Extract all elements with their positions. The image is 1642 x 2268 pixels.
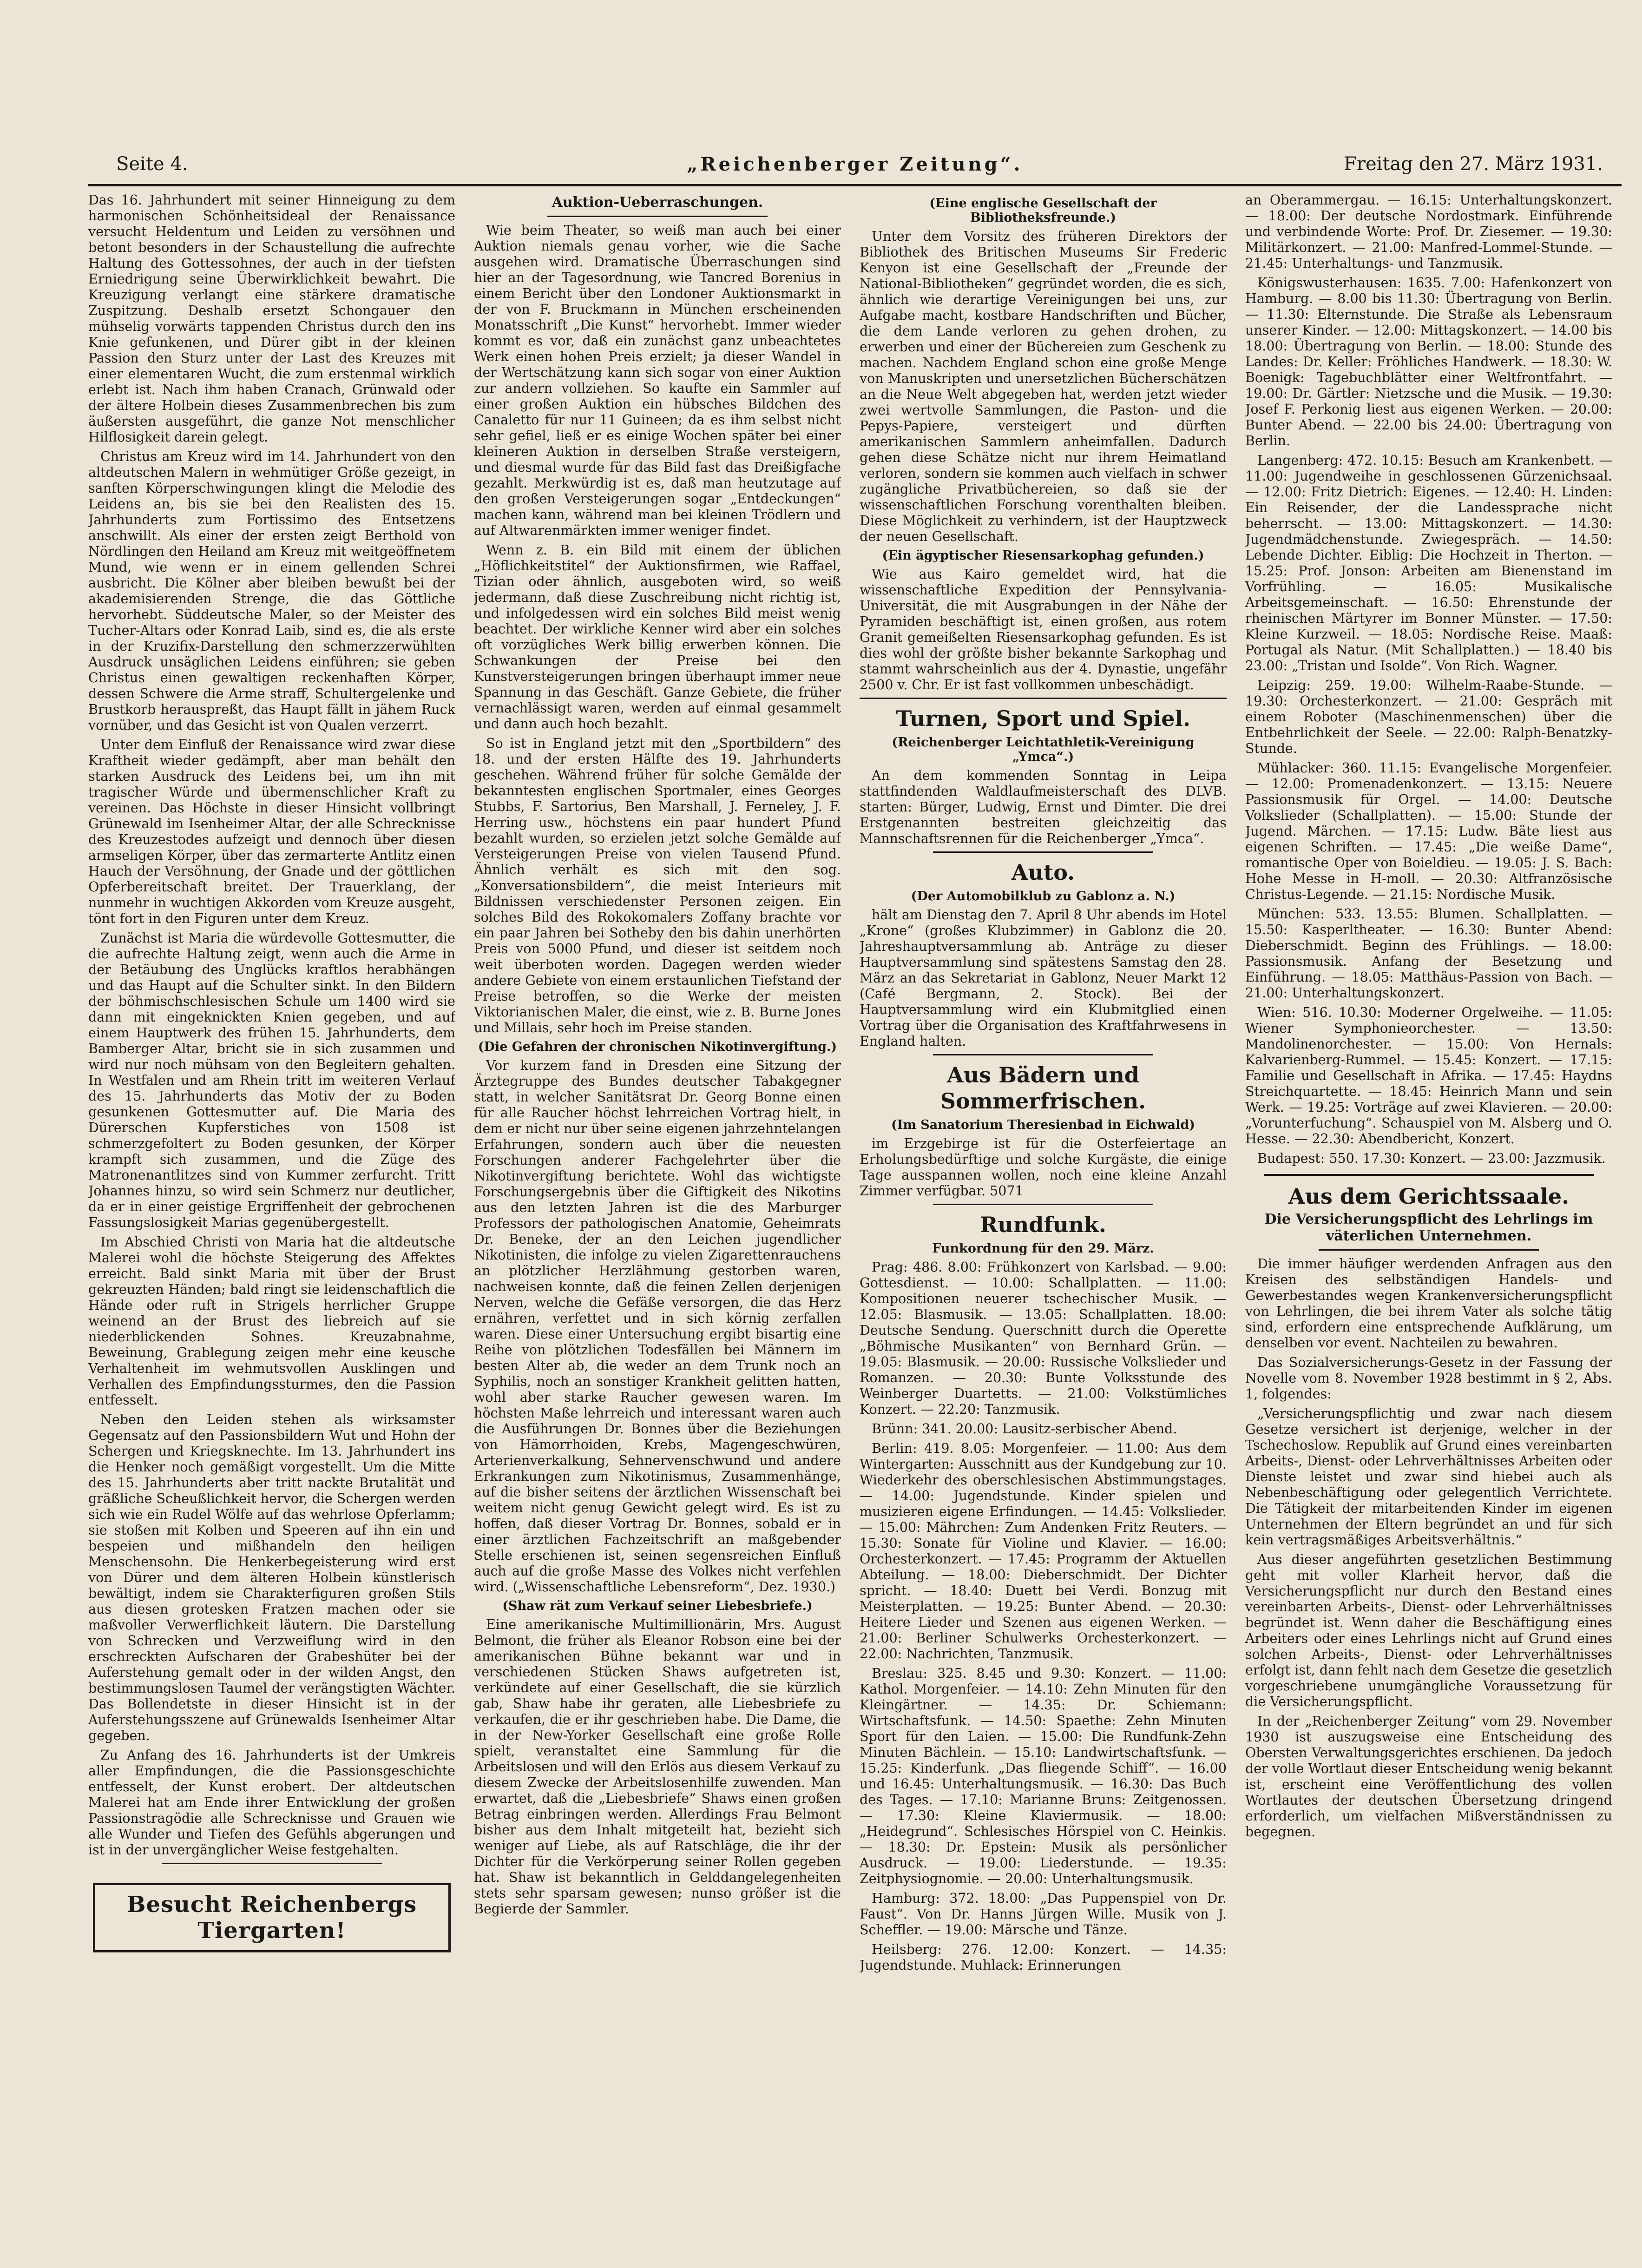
header-rule <box>88 184 1622 186</box>
radio-listing: Heilsberg: 276. 12.00: Konzert. — 14.35: Jugendstunde. Muhlack: Erinnerungen <box>860 1942 1227 1973</box>
column-1 <box>88 192 455 2235</box>
article-paragraph: hält am Dienstag den 7. April 8 Uhr abends im Hotel „Krone“ (großes Klubzimmer) in Gablonz die 20. Jahreshauptversammlung ab. Anträge zu dieser Hauptversammlung sind spätestens Samstag den 28. März an das Sekretariat in Gablonz, Neuer Markt 12 (Café Bergmann, 2. Stock). Bei der Hauptversammlung wird ein Klubmitglied einen Vortrag über die Organisation des Kraftfahrwesens in England halten. <box>860 907 1227 1049</box>
masthead-title: „Reichenberger Zeitung“. <box>687 153 1023 175</box>
article-paragraph: Neben den Leiden stehen als wirksamster Gegensatz auf den Passionsbildern Wut und Hohn der Schergen und Kriegsknechte. Im 13. Jahrhundert ins die Henker noch gemäßigt vorgestellt. Um die Mitte des 15. Jahrhunderts aber tritt nackte Brutalität und gräßliche Scheußlichkeit hervor, die Schergen werden sich wie ein Rudel Wölfe auf das wehrlose Opferlamm; sie stoßen mit Kolben und Speeren auf ihn ein und bespeien und mißhandeln den heiligen Menschensohn. Die Henkerbegeisterung wird erst von Dürer und dem älteren Holbein künstlerisch bewältigt, indem sie Charakterfiguren großen Stils aus diesen grotesken Fratzen machen oder sie maßvoller Verwerflichkeit läutern. Die Darstellung von Schrecken und Verzweiflung wird in den erschreckten Aufscharen der Grabeshüter bei der Auferstehung gemalt oder in der wilden Angst, den bestimmungslosen Taumel der verängstigten Wächter. Das Bollendetste in dieser Hinsicht ist in der Auferstehungsszene auf Grünewalds Isenheimer Altar gegeben. <box>88 1412 455 1743</box>
rundfunk-subtitle: Funkordnung für den 29. März. <box>932 1241 1154 1256</box>
column-4 <box>1245 192 1612 2235</box>
article-paragraph: Im Abschied Christi von Maria hat die altdeutsche Malerei wohl die höchste Steigerung des Affektes erreicht. Bald sinkt Maria mit über der Brust gekreuzten Händen; bald ringt sie leidenschaftlich die Hände oder ruft in Strigels herrlicher Gruppe weinend an der Brust des liebreich auf sie niederblickenden Sohnes. Kreuzabnahme, Beweinung, Grablegung zeigen mehr eine keusche Verhaltenheit im wehmutsvollen Ausklingen und Verhallen des Empfindungssturmes, den die Passion entfesselt. <box>88 1234 455 1408</box>
radio-listing: Leipzig: 259. 19.00: Wilhelm-Raabe-Stunde. — 19.30: Orchesterkonzert. — 21.00: Gespräch mit einem Roboter (Maschinenmenschen) über die Entbehrlichkeit der Seele. — 22.00: Ralph-Benatzky-Stunde. <box>1245 678 1612 756</box>
section-rule <box>1264 1174 1594 1176</box>
column-2 <box>474 192 841 2235</box>
section-title-rundfunk: Rundfunk. <box>980 1212 1106 1237</box>
section-title-auto: Auto. <box>1011 860 1075 885</box>
article-paragraph: Wenn z. B. ein Bild mit einem der üblichen „Höflichkeitstitel“ der Auktionsfirmen, wie Raffael, Tizian oder ähnlich, ausgeboten wird, so weiß jedermann, daß diese Zuschreibung nicht richtig ist, und infolgedessen wird ein solches Bild meist wenig beachtet. Der wirkliche Kenner wird aber ein solches oft vorzügliches Werk billig erwerben können. Die Schwankungen der Preise bei den Kunstversteigerungen bringen überhaupt immer neue Spannung in das Geschäft. Ganze Gebiete, die früher vernachlässigt waren, werden auf einmal gesammelt und dann auch hoch bezahlt. <box>474 542 841 732</box>
newspaper-page <box>88 153 1622 2235</box>
zoo-advertisement: Besucht Reichenbergs Tiergarten! <box>93 1883 451 1952</box>
article-paragraph: Wie beim Theater, so weiß man auch bei einer Auktion niemals genau vorher, wie die Sache ausgehen wird. Dramatische Überraschungen sind hier an der Tagesordnung, wie Tancred Borenius in einem Bericht über den Londoner Auktionsmarkt in der von F. Bruckmann in München erscheinenden Monatsschrift „Die Kunst“ hervorhebt. Immer wieder kommt es vor, daß ein zunächst ganz unbeachtetes Werk einen hohen Preis erzielt; ja dieser Wandel in der Wertschätzung kann sich sogar von einer Auktion zur andern vollziehen. So kaufte ein Sammler auf einer großen Auktion ein hübsches Bildchen des Canaletto für nur 11 Guineen; da es ihm selbst nicht sehr gefiel, ließ er es einige Wochen später bei einer kleineren Auktion in derselben Straße versteigern, und diesmal wurde für das Bild fast das Dreißigfache gezahlt. Merkwürdig ist es, daß man heutzutage auf den großen Versteigerungen sogar „Entdeckungen“ machen kann, während man bei kleinen Trödlern und auf Altwarenmärkten immer weniger findet. <box>474 223 841 538</box>
notice-kicker-ymca: (Reichenberger Leichtathletik-Vereinigung „Ymca“.) <box>892 735 1195 764</box>
radio-listing: Königswusterhausen: 1635. 7.00: Hafenkonzert von Hamburg. — 8.00 bis 11.30: Übertragung von Berlin. — 11.30: Elternstunde. Die Straße als Lebensraum unserer Kinder. — 12.00: Mittagskonzert. — 14.00 bis 18.00: Übertragung von Berlin. — 18.00: Stunde des Landes: Dr. Keller: Fröhliches Handwerk. — 18.30: W. Boenigk: Tagebuchblätter einer Weltfrontfahrt. — 19.00: Dr. Gärtler: Nietzsche und die Musik. — 19.30: Josef F. Perkonig liest aus eigenen Werken. — 20.00: Bunter Abend. — 22.00 bis 24.00: Übertragung von Berlin. <box>1245 275 1612 448</box>
section-rule <box>933 851 1153 853</box>
section-rule <box>933 1054 1153 1055</box>
article-paragraph: Zu Anfang des 16. Jahrhunderts ist der Umkreis aller Empfindungen, die die Passionsgeschichte entfesselt, der Kunst erobert. Der altdeutschen Malerei hat am Ende ihrer Entwicklung der großen Passionstragödie alle Schrecknisse und Grauen wie alle Wunder und Tiefen des Gefühls abgerungen und ist in der unvergänglicher Weise festgehalten. <box>88 1747 455 1858</box>
radio-listing: Mühlacker: 360. 11.15: Evangelische Morgenfeier. — 12.00: Promenadenkonzert. — 13.15: Neuere Passionsmusik für Orgel. — 14.00: Deutsche Volkslieder (Schallplatten). — 15.00: Stunde der Jugend. Märchen. — 17.15: Ludw. Bäte liest aus eigenen Schriften. — 17.45: „Die weiße Dame“, romantische Oper von Boieldieu. — 19.05: J. S. Bach: Hohe Messe in H-moll. — 20.30: Altfranzösische Christus-Legende. — 21.15: Nordische Musik. <box>1245 760 1612 902</box>
section-rule <box>933 1204 1153 1205</box>
article-paragraph: Unter dem Vorsitz des früheren Direktors der Bibliothek des Britischen Museums Sir Frederic Kenyon ist eine Gesellschaft der „Freunde der National-Bibliotheken“ gegründet worden, die es sich, ähnlich wie derartige Vereinigungen bei uns, zur Aufgabe macht, kostbare Handschriften und Bücher, die dem Lande verloren zu gehen drohen, zu erwerben und einer der Büchereien zum Geschenk zu machen. Nachdem England schon eine große Menge von Manuskripten und unersetzlichen Bücherschätzen an die Neue Welt abgegeben hat, werden jetzt wieder zwei wertvolle Sammlungen, die Paston- und die Pepys-Papiere, versteigert und dürften amerikanischen Sammlern anheimfallen. Dadurch gehen diese Schätze nicht nur ihrem Heimatland verloren, sondern sie kommen auch vielfach in schwer zugängliche Privatbüchereien, so daß sie der wissenschaftlichen Forschung vorenthalten bleiben. Diese Möglichkeit zu verhindern, ist der Hauptzweck der neuen Gesellschaft. <box>860 229 1227 544</box>
section-title-sport: Turnen, Sport und Spiel. <box>895 706 1191 731</box>
article-paragraph: im Erzgebirge ist für die Osterfeiertage an Erholungsbedürftige und solche Kurgäste, die einige Tage ausspannen wollen, noch eine kleine Anzahl Zimmer verfügbar. 5071 <box>860 1136 1227 1199</box>
radio-listing: Brünn: 341. 20.00: Lausitz-serbischer Abend. <box>872 1421 1177 1437</box>
article-end-rule <box>162 1863 382 1864</box>
column-3 <box>860 192 1227 2235</box>
running-head <box>88 153 1622 186</box>
radio-listing: Berlin: 419. 8.05: Morgenfeier. — 11.00: Aus dem Wintergarten: Ausschnitt aus der Kundgebung zur 10. Wiederkehr des oberschlesischen Abstimmungstages. — 14.00: Jugendstunde. Kinder spielen und musizieren eigene Erfindungen. — 14.45: Volkslieder. — 15.00: Mährchen: Zum Andenken Fritz Reuters. — 15.30: Sonate für Violine und Klavier. — 16.00: Orchesterkonzert. — 17.45: Programm der Aktuellen Abteilung. — 18.00: Dieberschmidt. Der Dichter spricht. — 18.40: Duett bei Verdi. Bonzug mit Meisterplatten. — 19.25: Bunter Abend. — 20.30: Heitere Lieder und Szenen aus eigenen Werken. — 21.00: Berliner Schulwerks Orchesterkonzert. — 22.00: Nachrichten, Tanzmusik. <box>860 1441 1227 1661</box>
article-paragraph: Zunächst ist Maria die würdevolle Gottesmutter, die die aufrechte Haltung zeigt, wenn auch die Arme in der Betäubung des Unglücks kraftlos herabhängen und das Haupt auf die Schulter sinkt. In den Bildern der böhmischschlesischen Schule um 1400 wird sie dann mit eingeknickten Knien gegeben, und auf einem Hauptwerk des frühen 15. Jahrhunderts, dem Bamberger Altar, bricht sie in sich zusammen und wird nur noch mühsam von den Begleitern gehalten. In Westfalen und am Rhein tritt im weiteren Verlauf des 15. Jahrhunderts das Motiv der zu Boden gesunkenen Gottesmutter auf. Die Maria des Dürerschen Kupferstiches von 1508 ist schmerzgefoltert zu Boden gesunken, der Körper krampft sich zusammen, und die Züge des Matronenantlitzes sind von Kummer zerfurcht. Tritt Johannes hinzu, so wird sein Schmerz nur deutlicher, da er in einer geistige Ergriffenheit der gebrochenen Fassungslosigkeit Marias gegenübergestellt. <box>88 930 455 1230</box>
article-paragraph: Vor kurzem fand in Dresden eine Sitzung der Ärztegruppe des Bundes deutscher Tabakgegner statt, in welcher Sanitätsrat Dr. Georg Bonne einen für alle Raucher höchst lehrreichen Vortrag hielt, in dem er nicht nur über seine eigenen jahrzehntelangen Erfahrungen, sondern auch über die neuesten Forschungen anderer Fachgelehrter über die Nikotinvergiftung berichtete. Wohl das wichtigste Forschungsergebnis über die Giftigkeit des Nikotins aus den letzten Jahren ist die des Marburger Professors der pathologischen Anatomie, Geheimrats Dr. Beneke, der an den Leichen jugendlicher Nikotinisten, die infolge zu vielen Zigarettenrauchens an plötzlicher Herzlähmung gestorben waren, nachweisen konnte, daß die feinen Zellen derjenigen Nerven, welche die Gefäße versorgen, die das Herz ernähren, verfettet und in sich körnig zerfallen waren. Diese einer Untersuchung ergibt bisartig eine Reihe von plötzlichen Todesfällen bei Männern im besten Alter ab, die weder an dem Trunk noch an Syphilis, noch an sonstiger Krankheit gelitten hatten, wohl aber starke Raucher gewesen waren. Im höchsten Maße lehrreich und interessant waren auch die Ausführungen Dr. Bonnes über die Beziehungen von Hämorrhoiden, Krebs, Magengeschwüren, Arterienverkalkung, Sehnervenschwund und andere Erkrankungen zum Nikotinismus, Zusammenhänge, auf die bisher seitens der ärztlichen Wissenschaft bei weitem nicht genug Gewicht gelegt wird. Es ist zu hoffen, daß dieser Vortrag Dr. Bonnes, sobald er in einer ärztlichen Fachzeitschrift an maßgebender Stelle erschienen ist, seinen segensreichen Einfluß auch auf die große Masse des Volkes nicht verfehlen wird. („Wissenschaftliche Lebensreform“, Dez. 1930.) <box>474 1058 841 1595</box>
radio-listing: Breslau: 325. 8.45 und 9.30: Konzert. — 11.00: Kathol. Morgenfeier. — 14.10: Zehn Minuten für den Kleingärtner. — 14.35: Dr. Schiemann: Wirtschaftsfunk. — 14.50: Spaethe: Zehn Minuten Sport für den Laien. — 15.00: Die Rundfunk-Zehn Minuten Bächlein. — 15.10: Landwirtschaftsfunk. — 15.25: Kinderfunk. „Das fliegende Schiff“. — 16.00 und 16.45: Unterhaltungsmusik. — 16.30: Das Buch des Tages. — 17.10: Marianne Bruns: Zeitgenossen. — 17.30: Kleine Klaviermusik. — 18.00: „Heidegrund“. Schlesisches Hörspiel von C. Heinkis. — 18.30: Dr. Epstein: Musik als persönlicher Ausdruck. — 19.00: Liederstunde. — 19.35: Zeitphysiognomie. — 20.00: Unterhaltungsmusik. <box>860 1666 1227 1886</box>
article-paragraph: Wie aus Kairo gemeldet wird, hat die wissenschaftliche Expedition der Pennsylvania-Universität, die mit Ausgrabungen in der Nähe der Pyramiden beschäftigt ist, einen großen, aus rotem Granit gemeißelten Riesensarkophag gefunden. Es ist dies wohl der größte bisher bekannte Sarkophag und stammt wahrscheinlich aus der 4. Dynastie, ungefähr 2500 v. Chr. Er ist fast vollkommen unbeschädigt. <box>860 567 1227 692</box>
article-paragraph: Aus dieser angeführten gesetzlichen Bestimmung geht mit voller Klarheit hervor, daß die Versicherungspflicht nur durch den Bestand eines vereinbarten Arbeits-, Dienst- oder Lehrverhältnisses begründet ist. Wenn daher die Beschäftigung eines Arbeiters oder eines Lehrlings nicht auf Grund eines solchen Arbeits-, Dienst- oder Lehrverhältnisses erfolgt ist, dann fehlt nach dem Gesetze die gesetzlich vorgeschriebene unumgängliche Voraussetzung für die Versicherungspflicht. <box>1245 1552 1612 1709</box>
title-rule <box>1319 1249 1539 1251</box>
article-paragraph: Das 16. Jahrhundert mit seiner Hinneigung zu dem harmonischen Schönheitsideal der Renaissance versucht Heldentum und Leiden zu versöhnen und betont besonders in der Schaustellung die aufrechte Haltung des Gottessohnes, der auch in der tiefsten Erniedrigung seine Überwirklichkeit bewahrt. Die Kreuzigung verlangt eine stärkere dramatische Zuspitzung. Deshalb ersetzt Schongauer den mühselig vorwärts tappenden Christus durch den ins Knie gefunkenen, und Dürer gibt in der kleinen Passion den Sturz unter der Last des Kreuzes mit einer elementaren Wucht, die zum erstenmal wirklich erlebt ist. Nach ihm haben Cranach, Grünwald oder der ältere Holbein dieses Zusammenbrechen bis zum äußersten ausgeführt, die ganze Not menschlicher Hilflosigkeit darein gelegt. <box>88 192 455 445</box>
title-rule <box>547 216 768 217</box>
article-paragraph: Die immer häufiger werdenden Anfragen aus den Kreisen des selbständigen Handels- und Gewerbestandes wegen Krankenversicherungspflicht von Lehrlingen, die bei ihrem Vater als solche tätig sind, erfordern eine entsprechende Aufklärung, um denselben vor event. Nachteilen zu bewahren. <box>1245 1256 1612 1351</box>
article-paragraph: Unter dem Einfluß der Renaissance wird zwar diese Kraftheit wieder gedämpft, aber man behält den starken Ausdruck des Leidens bei, um ihn mit tragischer Würde und übermenschlicher Kraft zu vereinen. Das Höchste in dieser Hinsicht vollbringt Grünewald im Isenheimer Altar, der alle Schrecknisse des Kreuzestodes aufzeigt und dennoch über diesen armseligen Körper, über das zermarterte Antlitz einen Hauch der Versöhnung, der Gnade und der göttlichen Opferbereitschaft breitet. Der Trauerklang, der nunmehr in wuchtigen Akkorden vom Kreuze ausgeht, tönt fort in den Figuren unter dem Kreuz. <box>88 737 455 926</box>
radio-listing: Prag: 486. 8.00: Frühkonzert von Karlsbad. — 9.00: Gottesdienst. — 10.00: Schallplatten. — 11.00: Kompositionen neuerer tschechischer Musik. — 12.05: Blasmusik. — 13.05: Schallplatten. 18.00: Deutsche Sendung. Querschnitt durch die Operette „Böhmische Musikanten“ von Bernhard Grün. — 19.05: Blasmusik. — 20.00: Russische Volkslieder und Romanzen. — 20.30: Bunte Volksstunde des Weinberger Duartetts. — 21.00: Volkstümliches Konzert. — 22.20: Tanzmusik. <box>860 1259 1227 1417</box>
radio-listing: Budapest: 550. 17.30: Konzert. — 23.00: Jazzmusik. <box>1257 1151 1606 1166</box>
notice-kicker-shaw: (Shaw rät zum Verkauf seiner Liebesbriefe.) <box>502 1599 813 1613</box>
notice-kicker-automobilklub: (Der Automobilklub zu Gablonz a. N.) <box>911 889 1176 903</box>
notice-kicker-sanatorium: (Im Sanatorium Theresienbad in Eichwald) <box>891 1118 1195 1132</box>
article-paragraph: Christus am Kreuz wird im 14. Jahrhundert von den altdeutschen Malern in wehmütiger Größe gezeigt, in sanften Körperschwingungen klingt die Melodie des Leidens an, bis sie bei den Realisten des 15. Jahrhunderts zum Fortissimo des Entsetzens anschwillt. Als einer der ersten zeigt Berthold von Nördlingen den Heiland am Kreuz mit weitgeöffnetem Mund, wie wenn er in einem gellenden Schrei ausbricht. Die Kölner aber bleiben bewußt bei der akademisierenden Strenge, die das Göttliche hervorhebt. Süddeutsche Maler, so der Meister des Tucher-Altars oder Konrad Laib, sind es, die als erste in der Kruzifix-Darstellung den schmerzzerwühlten Ausdruck unsäglichen Leidens einführen; sie geben Christus einen gewaltigen reckenhaften Körper, dessen Schwere die Arme straff, Schultergelenke und Brustkorb herauspreßt, das Haupt fällt in jähem Ruck vornüber, und das Gesicht ist von Qualen verzerrt. <box>88 449 455 733</box>
radio-listing: Wien: 516. 10.30: Moderner Orgelweihe. — 11.05: Wiener Symphonieorchester. — 13.50: Mandolinenorchester. — 15.00: Von Hernals: Kalvarienberg-Rummel. — 15.45: Konzert. — 17.15: Familie und Gesellschaft in Afrika. — 17.45: Haydns Streichquartette. — 18.45: Heinrich Mann und sein Werk. — 19.25: Vorträge auf zwei Klavieren. — 20.00: „Vorunterfuchung“. Schauspiel von M. Alsberg und O. Hesse. — 22.30: Abendbericht, Konzert. <box>1245 1005 1612 1147</box>
article-paragraph: So ist in England jetzt mit den „Sportbildern“ des 18. und der ersten Hälfte des 19. Jahrhunderts geschehen. Während früher für solche Gemälde der bekanntesten englischen Sportmaler, eines Georges Stubbs, F. Sartorius, Ben Marshall, J. Ferneley, J. F. Herring usw., höchstens ein paar hundert Pfund bezahlt wurden, so erzielen jetzt solche Gemälde auf Versteigerungen Preise von vielen Tausend Pfund. Ähnlich verhält es sich mit den sog. „Konversationsbildern“, die meist Interieurs mit Bildnissen verschiedenster Personen zeigen. Ein solches Bild des Rokokomalers Zoffany brachte vor ein paar Jahren bei Sotheby den bis dahin unerhörten Preis von 5000 Pfund, und dieser ist seitdem noch weit überboten worden. Dagegen werden wieder andere Gebiete von einem erstaunlichen Tiefstand der Preise betroffen, so die Werke der meisten Viktorianischen Maler, die einst, wie z. B. Burne Jones und Millais, sehr hoch im Preise standen. <box>474 736 841 1035</box>
section-rule <box>860 698 1227 699</box>
article-paragraph: In der „Reichenberger Zeitung“ vom 29. November 1930 ist auszugsweise eine Entscheidung des Obersten Verwaltungsgerichtes erschienen. Da jedoch der volle Wortlaut dieser Entscheidung wenig bekannt ist, erscheint eine Veröffentlichung des vollen Wortlautes der deutschen Übersetzung dringend erforderlich, um vielfachen Mißverständnissen zu begegnen. <box>1245 1714 1612 1839</box>
radio-listing: Langenberg: 472. 10.15: Besuch am Krankenbett. — 11.00: Jugendweihe in geschlossenen Gürzenichsaal. — 12.00: Fritz Dietrich: Eigenes. — 12.40: H. Linden: Ein Reisender, der die Landessprache nicht beherrscht. — 13.00: Mittagskonzert. — 14.30: Jugendmädchenstunde. Zwiegespräch. — 14.50: Lebende Dichter. Eiblig: Die Hochzeit in Therton. — 15.25: Prof. Jonson: Arbeiten am Bienenstand im Vorfrühling. — 16.05: Musikalische Arbeitsgemeinschaft. — 16.50: Ehrenstunde der rheinischen Märtyrer im Bonner Münster. — 17.50: Kleine Kurzweil. — 18.05: Nordische Reise. Maaß: Portugal als Natur. (Mit Schallplatten.) — 18.40 bis 23.00: „Tristan und Isolde“. Von Rich. Wagner. <box>1245 453 1612 673</box>
page-number: Seite 4. <box>116 153 188 175</box>
article-paragraph: An dem kommenden Sonntag in Leipa stattfindenden Waldlaufmeisterschaft des DLVB. starten: Bürger, Ludwig, Ernst und Dimter. Die drei Erstgenannten bestreiten gleichzeitig das Mannschaftsrennen für die Reichenberger „Ymca“. <box>860 768 1227 846</box>
notice-kicker-sarkophag: (Ein ägyptischer Riesensarkophag gefunden.) <box>882 548 1204 563</box>
notice-kicker-bibliothek: (Eine englische Gesellschaft der Bibliotheksfreunde.) <box>929 196 1157 225</box>
article-paragraph: „Versicherungspflichtig und zwar nach diesem Gesetze versichert ist derjenige, welcher in der Tschechoslow. Republik auf Grund eines vereinbarten Arbeits-, Dienst- oder Lehrverhältnisses Arbeiten oder Dienste leistet und zwar sind hiebei auch als Nebenbeschäftigung oder gelegentlich Verrichtete. Die Tätigkeit der mitarbeitenden Kinder im eigenen Unternehmen der Eltern begründet an und für sich kein vertragsmäßiges Arbeitsverhältnis.“ <box>1245 1406 1612 1548</box>
article-title-auktion: Auktion-Ueberraschungen. <box>552 194 763 211</box>
section-title-gericht: Aus dem Gerichtssaale. <box>1288 1184 1570 1209</box>
radio-listing: an Oberammergau. — 16.15: Unterhaltungskonzert. — 18.00: Der deutsche Nordostmark. Einführende und verbindende Worte: Prof. Dr. Ziesemer. — 19.30: Militärkonzert. — 21.00: Manfred-Lommel-Stunde. — 21.45: Unterhaltungs- und Tanzmusik. <box>1245 192 1612 271</box>
issue-date: Freitag den 27. März 1931. <box>1344 153 1603 175</box>
notice-kicker-nikotin: (Die Gefahren der chronischen Nikotinvergiftung.) <box>478 1040 837 1054</box>
section-title-baeder: Aus Bädern und Sommerfrischen. <box>940 1062 1146 1114</box>
article-paragraph: Das Sozialversicherungs-Gesetz in der Fassung der Novelle vom 8. November 1928 bestimmt in § 2, Abs. 1, folgendes: <box>1245 1355 1612 1402</box>
columns <box>88 192 1622 2235</box>
article-paragraph: Eine amerikanische Multimillionärin, Mrs. August Belmont, die früher als Eleanor Robson eine bei der amerikanischen Bühne bekannt war und in verschiedenen Stücken Shaws aufgetreten ist, verkündete auf einer Gesellschaft, die sie kürzlich gab, Shaw habe ihr geraten, alle Liebesbriefe zu verkaufen, die er ihr geschrieben habe. Die Dame, die in der New-Yorker Gesellschaft eine große Rolle spielt, veranstaltet eine Sammlung für die Arbeitslosen und will den Erlös aus diesem Verkauf zu diesem Zwecke der Arbeitslosenhilfe zuwenden. Man erwartet, daß die „Liebesbriefe“ Shaws einen großen Betrag einbringen werden. Allerdings Frau Belmont bisher aus dem Inhalt mitgeteilt hat, bezieht sich weniger auf Liebe, als auf Ratschläge, die ihr der Dichter für die Verkörperung seiner Rollen gegeben hat. Shaw ist bekanntlich in Gelddangelegenheiten stets sehr sparsam gewesen; nunso größer ist die Begierde der Sammler. <box>474 1617 841 1917</box>
gericht-subtitle: Die Versicherungspflicht des Lehrlings im väterlichen Unternehmen. <box>1264 1211 1593 1244</box>
radio-listing: Hamburg: 372. 18.00: „Das Puppenspiel von Dr. Faust“. Von Dr. Hanns Jürgen Wille. Musik von J. Scheffler. — 19.00: Märsche und Tänze. <box>860 1891 1227 1938</box>
radio-listing: München: 533. 13.55: Blumen. Schallplatten. — 15.50: Kasperltheater. — 16.30: Bunter Abend: Dieberschmidt. Beginn des Frühlings. — 18.00: Passionsmusik. Anfang der Besetzung und Einführung. — 18.05: Matthäus-Passion von Bach. — 21.00: Unterhaltungskonzert. <box>1245 906 1612 1001</box>
